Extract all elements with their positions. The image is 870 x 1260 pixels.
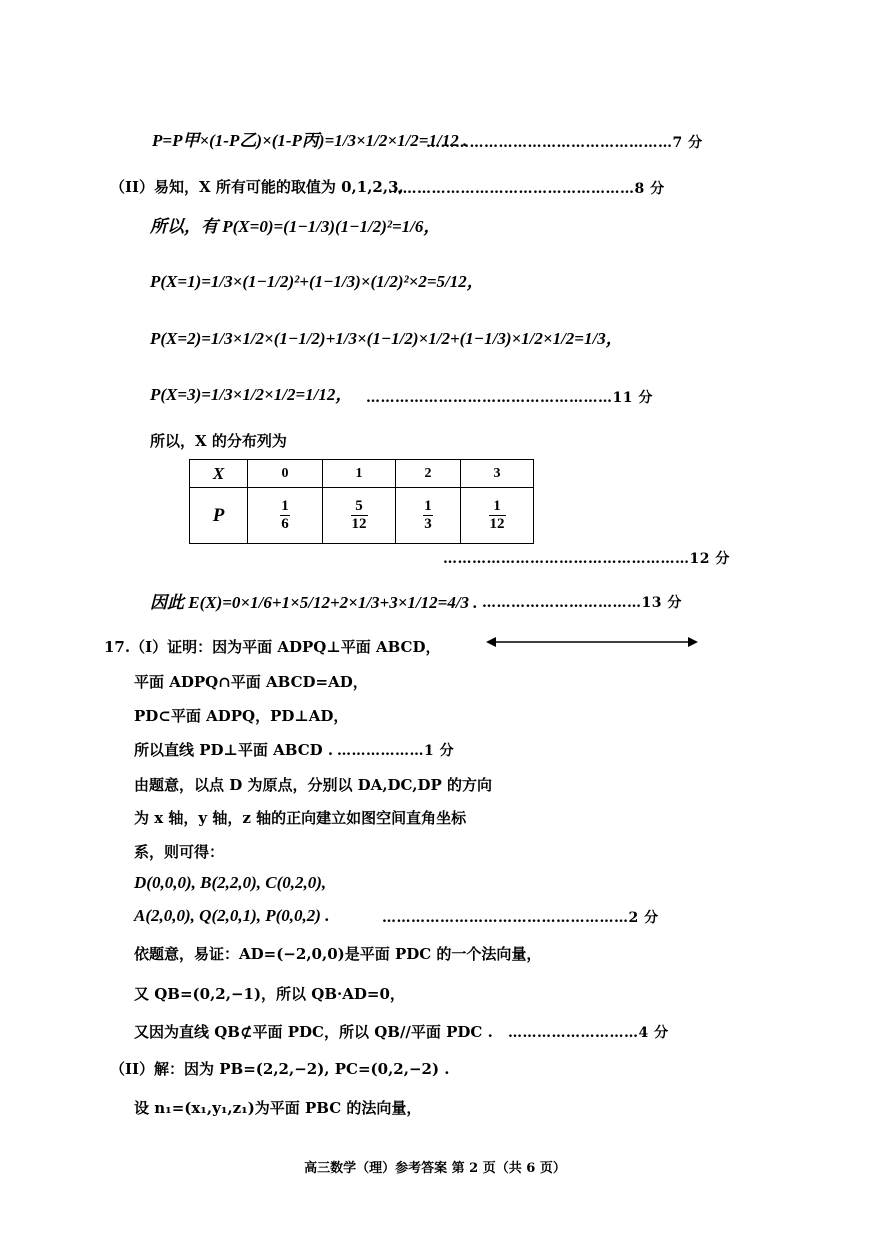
page-footer: 高三数学（理）参考答案 第 2 页（共 6 页） (304, 1161, 566, 1176)
normal-vector-ad: 依题意，易证：AD=(−2,0,0)是平面 PDC 的一个法向量， (134, 945, 542, 963)
table-cell-p1: $\frac{5}{12}$ (323, 488, 396, 544)
distribution-intro: 所以，X 的分布列为 (150, 432, 287, 450)
qb-parallel-pdc: 又因为直线 QB⊄平面 PDC，所以 QB//平面 PDC . (134, 1023, 493, 1041)
formula-text: P=P甲×(1-P乙)×(1-P丙)=1/3×1/2×1/2=1/12 . (152, 131, 468, 150)
table-header-x: X (190, 460, 248, 488)
table-cell-p0: $\frac{1}{6}$ (248, 488, 323, 544)
qb-dot-ad: 又 QB=(0,2,−1)，所以 QB·AD=0， (134, 985, 405, 1003)
line-prob-formula (152, 126, 467, 151)
table-header-3: 3 (461, 460, 534, 488)
coordinate-setup-3: 系，则可得： (134, 843, 225, 861)
points-1: ………………1 分 (337, 743, 455, 759)
double-arrow-icon (486, 635, 698, 649)
px2-line: P(X=2)=1/3×1/2×(1−1/2)+1/3×(1−1/2)×1/2+(1−1/3)×1/2×1/2=1/3， (150, 329, 623, 348)
table-header-0: 0 (248, 460, 323, 488)
px3-line: P(X=3)=1/3×1/2×1/2=1/12， (150, 385, 353, 404)
pd-perp-abcd: 所以直线 PD⊥平面 ABCD . (134, 741, 334, 759)
points-11: ……………………………………………11 分 (366, 390, 653, 406)
distribution-table (189, 459, 534, 544)
table-header-2: 2 (396, 460, 461, 488)
table-header-1: 1 (323, 460, 396, 488)
part-ii-solution: （II）解：因为 PB=(2,2,−2), PC=(0,2,−2) . (110, 1060, 450, 1078)
pd-in-plane: PD⊂平面 ADPQ，PD⊥AD， (134, 707, 349, 725)
planes-intersection: 平面 ADPQ∩平面 ABCD=AD， (134, 673, 368, 691)
expectation-line: 因此 E(X)=0×1/6+1×5/12+2×1/3+3×1/12=4/3 . (150, 593, 478, 612)
normal-vector-n1: 设 n₁=(x₁,y₁,z₁)为平面 PBC 的法向量， (134, 1099, 422, 1117)
points-4: ………………………4 分 (508, 1025, 669, 1041)
px1-line: P(X=1)=1/3×(1−1/2)²+(1−1/3)×(1/2)²×2=5/12， (150, 272, 484, 291)
table-cell-p3: $\frac{1}{12}$ (461, 488, 534, 544)
table-row-label-p: P (190, 488, 248, 544)
coordinate-setup-1: 由题意，以点 D 为原点，分别以 DA,DC,DP 的方向 (134, 776, 492, 794)
points-coordinates-2: A(2,0,0), Q(2,0,1), P(0,0,2) . (134, 906, 330, 925)
points-13: ……………………………13 分 (482, 595, 682, 611)
problem-17-start: 17.（I）证明：因为平面 ADPQ⊥平面 ABCD， (104, 638, 441, 656)
points-8: ……………………………………………8 分 (388, 181, 665, 197)
coordinate-setup-2: 为 x 轴，y 轴，z 轴的正向建立如图空间直角坐标 (134, 809, 467, 827)
points-2: ……………………………………………2 分 (382, 910, 659, 926)
points-coordinates-1: D(0,0,0), B(2,2,0), C(0,2,0), (134, 873, 327, 892)
points-12: ……………………………………………12 分 (443, 551, 730, 567)
table-cell-p2: $\frac{1}{3}$ (396, 488, 461, 544)
px0-line: 所以，有 P(X=0)=(1−1/3)(1−1/2)²=1/6， (150, 217, 441, 236)
part-ii-intro: （II）易知，X 所有可能的取值为 0,1,2,3, (110, 178, 404, 196)
points-7: ……………………………………………7 分 (426, 135, 703, 151)
